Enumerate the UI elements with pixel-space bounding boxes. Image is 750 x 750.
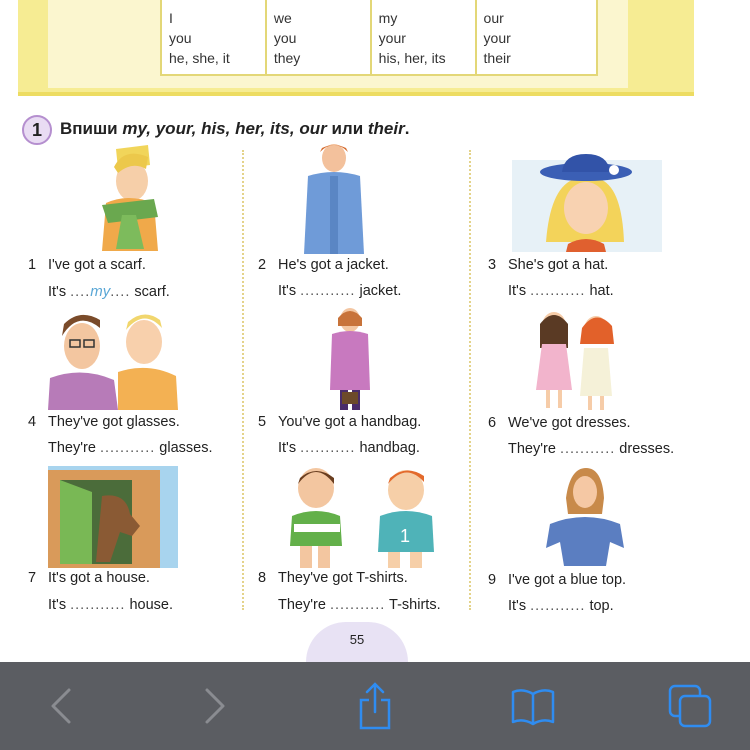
pronoun-cell: your [483, 30, 511, 46]
pronoun-cell: our [483, 10, 504, 26]
chevron-left-icon [45, 686, 75, 726]
item-fill-line: They're ........... T-shirts. [278, 597, 441, 613]
boys-with-glasses-illustration [48, 306, 180, 410]
item-fill-line: It's ........... hat. [508, 283, 614, 299]
pronoun-cell: they [273, 50, 301, 66]
tabs-button[interactable] [666, 682, 714, 730]
item-sentence: 7 It's got a house. [28, 570, 150, 586]
horse-in-house-illustration [48, 466, 178, 568]
exercise-number: 1 [22, 115, 52, 145]
pronoun-cell: his, her, its [378, 50, 446, 66]
pronoun-cell: you [169, 30, 192, 46]
book-icon [509, 686, 557, 726]
chevron-right-icon [201, 686, 231, 726]
item-fill-line: It's ........... top. [508, 598, 614, 614]
tshirt-number: 1 [400, 526, 411, 546]
boy-with-scarf-illustration [88, 143, 168, 251]
item-fill-line: It's ........... handbag. [278, 440, 420, 456]
girl-with-hat-illustration [512, 150, 662, 252]
page-number: 55 [349, 632, 365, 647]
item-sentence: 6 We've got dresses. [488, 415, 631, 431]
pronoun-table [160, 0, 598, 76]
bookmarks-button[interactable] [509, 682, 557, 730]
boys-in-tshirts-illustration [288, 466, 436, 568]
item-sentence: 2 He's got a jacket. [258, 257, 389, 273]
pronoun-cell: I [169, 10, 173, 26]
pronoun-cell: your [378, 30, 406, 46]
pronoun-cell: you [273, 30, 297, 46]
page-number-tab [306, 622, 408, 662]
browser-toolbar [0, 662, 750, 750]
woman-in-blue-top-illustration [540, 468, 628, 566]
item-sentence: 3 She's got a hat. [488, 257, 609, 273]
exercise-title: Впиши my, your, his, her, its, our или their. [60, 119, 410, 138]
share-icon [355, 682, 395, 730]
item-fill-line: It's ........... jacket. [278, 283, 402, 299]
girls-in-dresses-illustration [528, 308, 624, 412]
item-fill-line: It's ........... house. [48, 597, 174, 613]
item-sentence: 4 They've got glasses. [28, 414, 180, 430]
item-fill-line: It's ....my.... scarf. [48, 283, 170, 300]
man-in-jacket-illustration [298, 142, 370, 254]
item-fill-line: They're ........... glasses. [48, 440, 213, 456]
column-divider [242, 150, 244, 610]
woman-with-handbag-illustration [326, 306, 374, 410]
item-sentence: 9 I've got a blue top. [488, 572, 627, 588]
pronoun-cell: we [273, 10, 292, 26]
item-fill-line: They're ........... dresses. [508, 441, 675, 457]
item-sentence: 8 They've got T-shirts. [258, 570, 408, 586]
item-sentence: 5 You've got a handbag. [258, 414, 422, 430]
forward-button[interactable] [192, 682, 240, 730]
pronoun-cell: their [483, 50, 511, 66]
pronoun-cell: he, she, it [169, 50, 230, 66]
pronoun-cell: my [378, 10, 398, 26]
tabs-icon [666, 682, 714, 730]
answer-text: my [90, 283, 111, 300]
share-button[interactable] [351, 682, 399, 730]
column-divider [469, 150, 471, 610]
item-sentence: 1 I've got a scarf. [28, 257, 146, 273]
back-button[interactable] [36, 682, 84, 730]
